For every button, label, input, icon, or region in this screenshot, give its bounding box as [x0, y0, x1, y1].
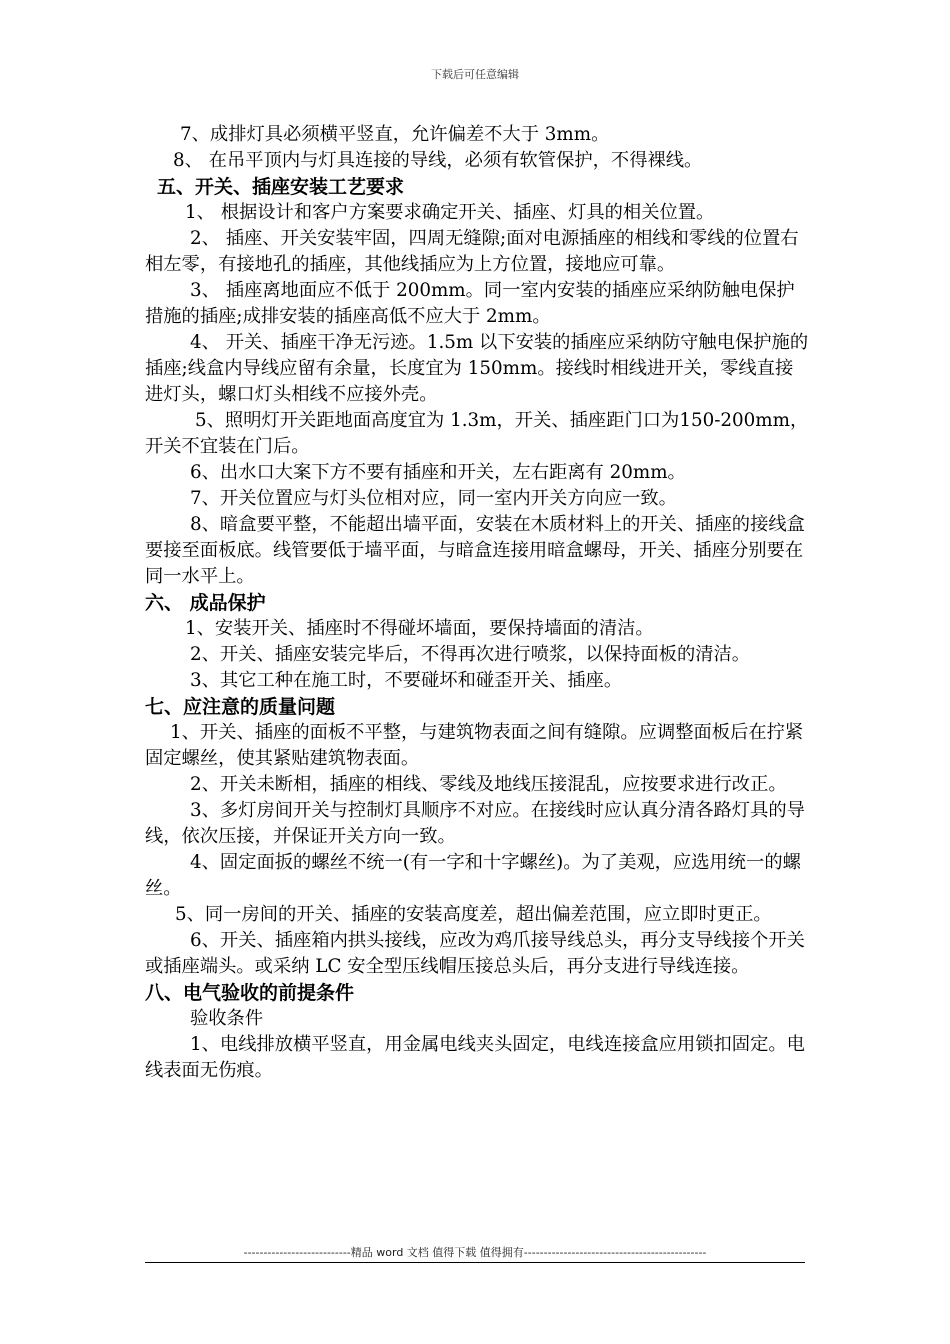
paragraph: 6、开关、插座箱内拱头接线，应改为鸡爪接导线总头，再分支导线接个开关或插座端头。或采纳 LC 安全型压线帽压接总头后，再分支进行导线连接。: [145, 930, 805, 977]
paragraph: 1、安装开关、插座时不得碰坏墙面，要保持墙面的清洁。: [185, 618, 654, 639]
paragraph: 1、 根据设计和客户方案要求确定开关、插座、灯具的相关位置。: [185, 202, 715, 223]
paragraph: 验收条件: [190, 1008, 264, 1029]
paragraph: 2、开关未断相，插座的相线、零线及地线压接混乱，应按要求进行改正。: [190, 774, 787, 795]
paragraph: 2、开关、插座安装完毕后，不得再次进行喷浆，以保持面板的清洁。: [190, 644, 751, 665]
paragraph: 5、同一房间的开关、插座的安装高度差，超出偏差范围，应立即时更正。: [175, 904, 772, 925]
section-heading: 七、应注意的质量问题: [145, 696, 336, 718]
paragraph: 7、开关位置应与灯头位相对应，同一室内开关方向应一致。: [190, 488, 677, 509]
paragraph: 2、 插座、开关安装牢固，四周无缝隙;面对电源插座的相线和零线的位置右相左零，有接地孔的插座，其他线插应为上方位置，接地应可靠。: [145, 228, 799, 275]
section-heading: 六、 成品保护: [145, 592, 266, 614]
footer-rule: [145, 1262, 805, 1263]
paragraph: 1、电线排放横平竖直，用金属电线夹头固定，电线连接盒应用锁扣固定。电线表面无伤痕。: [145, 1034, 805, 1081]
paragraph: 4、固定面扳的螺丝不统一(有一字和十字螺丝)。为了美观，应选用统一的螺丝。: [145, 852, 801, 899]
page-footer: ---------------------------精品 word 文档 值得下载 值得拥有----------------------------------------------: [243, 1246, 707, 1259]
paragraph: 8、 在吊平顶内与灯具连接的导线，必须有软管保护，不得裸线。: [173, 150, 703, 171]
paragraph: 3、其它工种在施工时，不要碰坏和碰歪开关、插座。: [190, 670, 623, 691]
paragraph: 3、多灯房间开关与控制灯具顺序不对应。在接线时应认真分清各路灯具的导线，依次压接，并保证开关方向一致。: [145, 800, 805, 847]
document-body: [145, 122, 810, 1084]
paragraph: 7、成排灯具必须横平竖直，允许偏差不大于 3mm。: [180, 124, 610, 145]
paragraph: 5、照明灯开关距地面高度宜为 1.3m，开关、插座距门口为150-200mm，开关不宜装在门后。: [145, 410, 809, 457]
paragraph: 3、 插座离地面应不低于 200mm。同一室内安装的插座应采纳防触电保护措施的插座;成排安装的插座高低不应大于 2mm。: [145, 280, 795, 327]
paragraph: 1、开关、插座的面板不平整，与建筑物表面之间有缝隙。应调整面板后在拧紧固定螺丝，使其紧贴建筑物表面。: [145, 722, 804, 769]
paragraph: 8、暗盒要平整，不能超出墙平面，安装在木质材料上的开关、插座的接线盒要接至面板底。线管要低于墙平面，与暗盒连接用暗盒螺母，开关、插座分别要在同一水平上。: [145, 514, 805, 587]
page-header: 下载后可任意编辑: [431, 68, 519, 81]
paragraph: 4、 开关、插座干净无污迹。1.5m 以下安装的插座应采纳防守触电保护施的插座;线盒内导线应留有余量，长度宜为 150mm。接线时相线进开关，零线直接进灯头，螺口灯头相线不应接外壳。: [145, 332, 809, 405]
section-heading: 五、开关、插座安装工艺要求: [157, 176, 405, 198]
paragraph: 6、出水口大案下方不要有插座和开关，左右距离有 20mm。: [190, 462, 686, 483]
section-heading: 八、电气验收的前提条件: [145, 982, 355, 1004]
